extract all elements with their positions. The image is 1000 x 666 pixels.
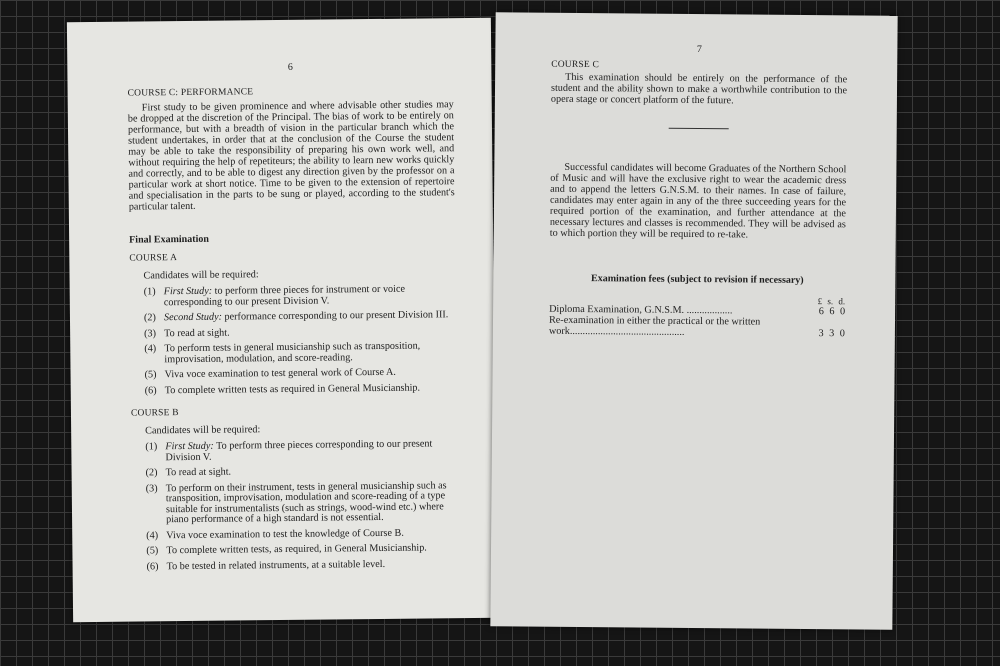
item-number: (6)	[146, 560, 159, 572]
item-number: (5)	[146, 545, 159, 557]
fee-label: Re-examination in either the practical or the written work.............................................	[548, 314, 761, 338]
page-number: 6	[287, 61, 293, 73]
item-number: (5)	[144, 369, 157, 381]
item-number: (4)	[144, 343, 157, 355]
item-number: (3)	[145, 482, 158, 494]
list-item	[146, 465, 458, 479]
item-text	[164, 310, 456, 324]
item-body: Viva voce examination to test the knowledge of Course B.	[166, 527, 404, 541]
item-number: (4)	[146, 529, 159, 541]
section-divider	[669, 128, 729, 130]
fee-row	[549, 315, 845, 340]
left-page	[67, 18, 497, 622]
item-text	[166, 481, 458, 526]
fee-label: Diploma Examination, G.N.S.M. ..................	[549, 303, 733, 317]
list-item	[144, 284, 456, 308]
course-c-performance-heading: COURSE C: PERFORMANCE	[127, 87, 254, 99]
fee-amount: 6 6 0	[818, 306, 846, 318]
item-text	[167, 559, 459, 573]
currency-header: £ s. d.	[817, 296, 846, 307]
item-lead: First Study:	[163, 285, 213, 298]
item-body: To perform three pieces corresponding to our present Division V.	[165, 438, 433, 463]
item-number: (2)	[145, 467, 158, 479]
course-b-heading: COURSE B	[130, 408, 179, 419]
list-item	[145, 383, 457, 397]
course-c-heading: COURSE C	[551, 59, 600, 71]
item-number: (3)	[144, 327, 157, 339]
course-a-intro: Candidates will be required:	[143, 269, 259, 282]
fee-amount: 3 3 0	[818, 328, 845, 340]
item-body: To complete written tests, as required, in General Musicianship.	[166, 542, 427, 557]
right-page	[490, 12, 897, 629]
course-b-intro: Candidates will be required:	[145, 424, 261, 437]
item-body: To read at sight.	[164, 327, 230, 339]
course-b-list	[131, 439, 458, 572]
item-text	[164, 341, 456, 365]
item-body: To perform on their instrument, tests in general musicianship such as transposition, improvisation, modulation and score-reading of a type suitable for instrumentalists (such as strings, wood-wind etc.) where piano performance of a high standard is not essential.	[165, 479, 447, 526]
list-item	[144, 326, 456, 340]
page-number: 7	[696, 44, 702, 56]
list-item	[145, 439, 457, 463]
graduates-paragraph: Successful candidates will become Graduates of the Northern School of Music and will have the exclusive right to wear the academic dress and to append the letters G.N.S.M. to their names. In case of failure, candidates may enter again in any of the three succeeding years for the required portion of the examination, and further attendance at the necessary lectures and classes is recommended. They will be advised as to which portion they will be required to re-take.	[549, 161, 847, 241]
course-c-description: First study to be given prominence and where advisable other studies may be dropped at the discretion of the Principal. The bias of work to be entirely on performance, but with a breadth of vision in the particular branch which the student undertakes, in order that at the conclusion of the Course the student may be able to take the responsibility of preparing his own work well, and without requiring the help of repetiteurs; the ability to learn new works quickly and correctly, and to be able to digest any direction given by the professor on a particular work at short notice. Time to be given to the extension of repertoire and specialisation in the parts to be sung or played, according to the student's particular talent.	[127, 99, 455, 213]
item-number: (6)	[144, 384, 157, 396]
item-body: Viva voce examination to test general work of Course A.	[164, 366, 396, 381]
item-body: performance corresponding to our present Division III.	[221, 309, 449, 323]
item-text	[164, 326, 456, 340]
item-body: To read at sight.	[165, 466, 232, 479]
list-item	[145, 367, 457, 381]
item-text	[166, 528, 458, 542]
item-number: (1)	[145, 441, 158, 453]
item-text	[166, 543, 458, 557]
item-body: To complete written tests as required in General Musicianship.	[164, 382, 421, 396]
course-a-heading: COURSE A	[129, 253, 178, 264]
item-body: To perform tests in general musicianship such as transposition, improvisation, modulation, and score-reading.	[164, 340, 421, 365]
fees-table	[549, 294, 845, 340]
fees-heading: Examination fees (subject to revision if necessary)	[591, 273, 804, 286]
list-item	[144, 310, 456, 324]
item-text	[165, 383, 457, 397]
item-lead: First Study:	[165, 440, 214, 453]
course-a-list	[130, 284, 457, 396]
item-text	[165, 367, 457, 381]
item-text	[166, 465, 458, 479]
list-item	[147, 559, 459, 573]
list-item	[146, 543, 458, 557]
item-body: to perform three pieces for instrument or voice corresponding to our present Division V.	[163, 283, 406, 308]
item-text	[165, 439, 457, 463]
list-item	[146, 481, 458, 526]
course-c-exam-text: This examination should be entirely on the performance of the student and the ability shown to make a worthwhile contribution to the opera stage or concert platform of the future.	[550, 71, 848, 107]
item-body: To be tested in related instruments, at a suitable level.	[166, 558, 386, 572]
item-lead: Second Study:	[163, 311, 223, 324]
final-examination-heading: Final Examination	[129, 233, 209, 246]
item-number: (2)	[143, 312, 156, 324]
list-item	[146, 528, 458, 542]
list-item	[144, 341, 456, 365]
item-text	[164, 284, 456, 308]
item-number: (1)	[143, 286, 156, 298]
